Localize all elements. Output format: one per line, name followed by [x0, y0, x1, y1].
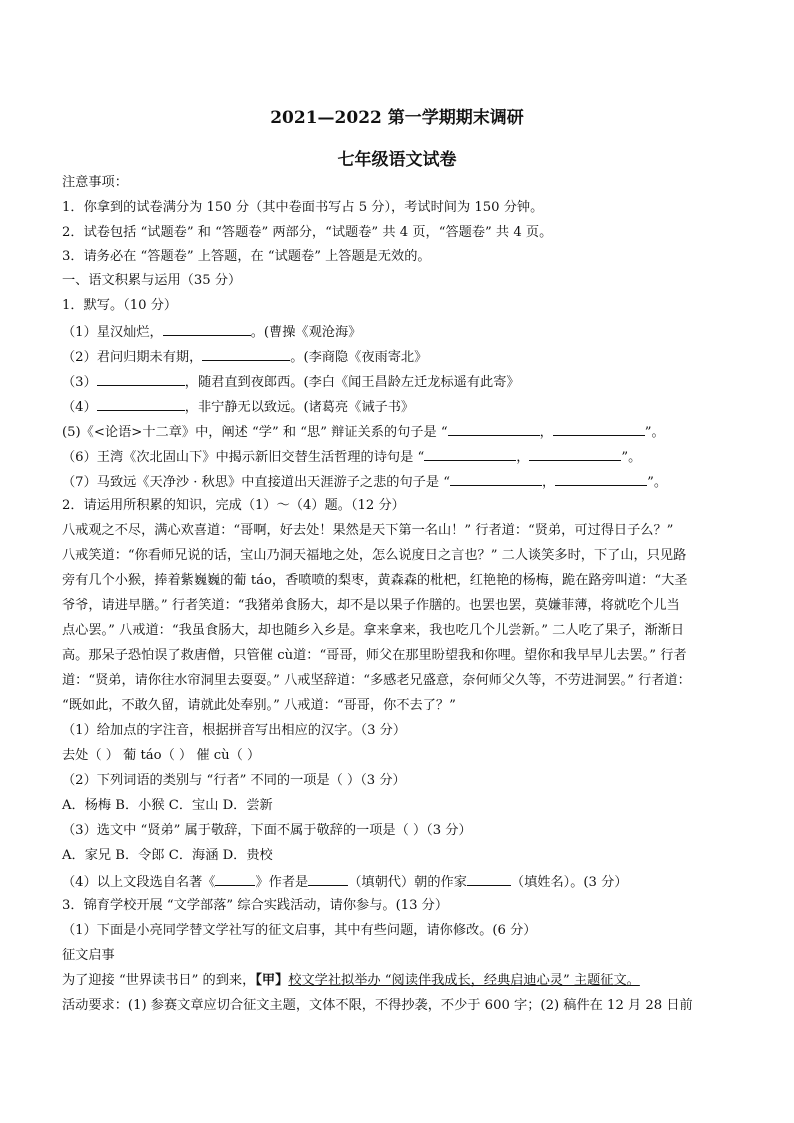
answer-blank[interactable] — [529, 447, 621, 461]
q1-item: (5)《<论语>十二章》中，阐述 “学” 和 “思” 辩证关系的句子是 “ ， ”。 — [62, 422, 742, 442]
answer-blank[interactable] — [215, 872, 255, 886]
q2-sub1-answers[interactable]: 去处（ ） 葡 táo（ ） 催 cù（ ） — [62, 748, 261, 763]
answer-blank[interactable] — [97, 397, 185, 411]
note-item: 3．请务必在 “答题卷” 上答题，在 “试题卷” 上答题是无效的。 — [62, 249, 431, 264]
q2-stem: 2．请运用所积累的知识，完成（1）～（4）题。（12 分） — [62, 498, 405, 513]
passage-line: 八戒观之不尽，满心欢喜道：“哥啊，好去处！果然是天下第一名山！” 行者道：“贤弟，可过得日子么？” — [62, 523, 674, 538]
q2-sub2-options: A．杨梅 B．小猴 C．宝山 D．尝新 — [62, 798, 273, 813]
answer-blank[interactable] — [163, 322, 251, 336]
section-heading: 一、语文积累与运用（35 分） — [62, 273, 242, 288]
answer-blank[interactable] — [467, 872, 511, 886]
passage-line: 点心罢。” 八戒道：“我虽食肠大，却也随乡入乡是。拿来拿来，我也吃几个儿尝新。” 二人吃了果子，渐渐日 — [62, 623, 685, 638]
q2-sub3: （3）选文中 “贤弟” 属于敬辞，下面不属于敬辞的一项是（ ）（3 分） — [62, 823, 472, 838]
q1-item: （6）王湾《次北固山下》中揭示新旧交替生活哲理的诗句是 “ ， ”。 — [62, 447, 742, 467]
passage-line: 道：“贤弟，请你往水帘洞里去耍耍。” 八戒坚辞道：“多感老兄盛意，奈何师父久等，不劳进洞罢。” 行者道： — [62, 673, 691, 688]
note-item: 2．试卷包括 “试题卷” 和 “答题卷” 两部分，“试题卷” 共 4 页，“答题卷” 共 4 页。 — [62, 225, 553, 240]
q1-item: （2）君问归期未有期， 。(李商隐《夜雨寄北》 — [62, 347, 742, 367]
answer-blank[interactable] — [553, 422, 645, 436]
notes-heading: 注意事项： — [62, 175, 128, 190]
passage-line: 爷爷，请进早膳。” 行者笑道：“我猪弟食肠大，却不是以果子作膳的。也罢也罢，莫嫌菲薄，将就吃个儿当 — [62, 598, 680, 613]
answer-blank[interactable] — [555, 472, 647, 486]
notice-title: 征文启事 — [62, 948, 115, 963]
q2-sub1: （1）给加点的字注音，根据拼音写出相应的汉字。（3 分） — [62, 723, 407, 738]
notice-line: 活动要求：(1) 参赛文章应切合征文主题，文体不限，不得抄袭，不少于 600 字；(2) 稿件在 12 月 28 日前 — [62, 998, 693, 1013]
q1-item: （3） ，随君直到夜郎西。(李白《闻王昌龄左迁龙标遥有此寄》 — [62, 372, 742, 392]
exam-title: 2021—2022 第一学期期末调研 — [270, 108, 524, 128]
q1-item: （7）马致远《天净沙 · 秋思》中直接道出天涯游子之悲的句子是 “ ， ”。 — [62, 472, 742, 492]
q1-item: （1）星汉灿烂， 。(曹操《观沧海》 — [62, 322, 742, 342]
passage-line: 旁有几个小猴，捧着紫巍巍的葡 táo，香喷喷的梨枣，黄森森的枇杷，红艳艳的杨梅，跪在路旁叫道：“大圣 — [62, 573, 688, 588]
passage-line: 高。那呆子恐怕误了救唐僧，只管催 cù道：“哥哥，师父在那里盼望我和你哩。望你和我早早儿去罢。” 行者 — [62, 648, 687, 663]
answer-blank[interactable] — [202, 347, 290, 361]
answer-blank[interactable] — [424, 447, 516, 461]
note-item: 1．你拿到的试卷满分为 150 分（其中卷面书写占 5 分），考试时间为 150 分钟。 — [62, 200, 544, 215]
q3-stem: 3．锦育学校开展 “文学部落” 综合实践活动，请你参与。(13 分） — [62, 898, 449, 913]
notice-line: 为了迎接 “世界读书日” 的到来，【甲】校文学社拟举办 “阅读伴我成长，经典启迪心灵” 主题征文。 — [62, 973, 640, 988]
q2-sub3-options: A．家兄 B．令郎 C．海涵 D．贵校 — [62, 848, 273, 863]
q2-sub4: （4）以上文段选自名著《 》作者是 （填朝代）朝的作家 （填姓名）。(3 分） — [62, 872, 742, 892]
passage-line: 八戒笑道：“你看师兄说的话，宝山乃洞天福地之处，怎么说度日之言也？” 二人谈笑多时，下了山，只见路 — [62, 548, 687, 563]
exam-subtitle: 七年级语文试卷 — [337, 150, 457, 170]
answer-blank[interactable] — [448, 422, 540, 436]
notice-tag: 【甲】 — [255, 973, 289, 988]
q2-sub2: （2）下列词语的类别与 “行者” 不同的一项是（ ）（3 分） — [62, 773, 406, 788]
q1-stem: 1．默写。（10 分） — [62, 298, 178, 313]
answer-blank[interactable] — [450, 472, 542, 486]
answer-blank[interactable] — [308, 872, 348, 886]
q3-sub1: （1）下面是小亮同学替文学社写的征文启事，其中有些问题，请你修改。(6 分） — [62, 923, 537, 938]
passage-line: “既如此，不敢久留，请就此处奉别。” 八戒道：“哥哥，你不去了？” — [62, 698, 456, 713]
q1-item: （4） ，非宁静无以致远。(诸葛亮《诫子书》 — [62, 397, 742, 417]
notice-underlined-sentence: 校文学社拟举办 “阅读伴我成长，经典启迪心灵” 主题征文。 — [288, 973, 640, 988]
answer-blank[interactable] — [97, 372, 185, 386]
